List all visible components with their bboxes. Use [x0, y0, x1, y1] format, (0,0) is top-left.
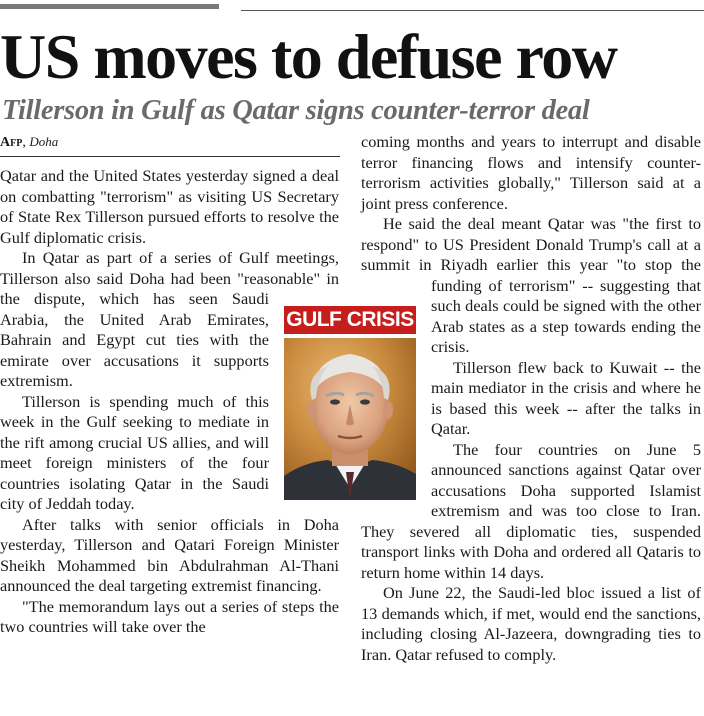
- paragraph-7: He said the deal meant Qatar was "the first to respond" to US President Donald Trump's call at a summit in Riyadh earlier this year "to stop the funding of terrorism" -- suggesting that such deals could be signed with the other Arab states as a step towards ending the crisis.: [361, 214, 701, 356]
- paragraph-3: Tillerson is spending much of this week in the Gulf seeking to mediate in the rift among crucial US allies, and will meet foreign ministers of the four countries isolating Qatar in the Saudi city of Jeddah today.: [0, 391, 269, 513]
- paragraph-6: coming months and years to interrupt and disable terror financing flows and intensify counter-terrorism activities globally," Tillerson said at a joint press conference.: [361, 132, 701, 213]
- top-rule-thick: [0, 4, 219, 9]
- byline-rule: [0, 156, 340, 157]
- paragraph-5: "The memorandum lays out a series of steps the two countries will take over the: [0, 596, 339, 636]
- byline-agency: Afp: [0, 135, 23, 150]
- paragraph-8: Tillerson flew back to Kuwait -- the main mediator in the crisis and where he is based this week -- after the talks in Qatar.: [431, 357, 701, 438]
- top-rule-thin: [241, 10, 704, 11]
- tillerson-photo: [284, 338, 416, 500]
- paragraph-2-text: In Qatar as part of a series of Gulf meetings, Tillerson also said Doha had been "reasonable" in the dispute, which has seen Saudi Arabia, the United Arab Emirates, Bahrain and Egypt cut ties with the emirate over accusations it supports extremism.: [0, 248, 339, 390]
- byline: Afp, Doha: [0, 134, 59, 150]
- gulf-crisis-badge: GULF CRISIS: [284, 306, 416, 334]
- paragraph-4: After talks with senior officials in Doha yesterday, Tillerson and Qatari Foreign Minister Sheikh Mohammed bin Abdulrahman Al-Thani announced the deal targeting extremist financing.: [0, 514, 339, 595]
- subheadline: Tillerson in Gulf as Qatar signs counter-terror deal: [2, 95, 590, 126]
- paragraph-9: The four countries on June 5 announced sanctions against Qatar over accusations Doha supported Islamist extremism and was too close to Iran. They severed all diplomatic ties, suspended transport links with Doha and ordered all Qataris to return home within 14 days.: [361, 439, 701, 582]
- paragraph-10: On June 22, the Saudi-led bloc issued a list of 13 demands which, if met, would end the sanctions, including closing Al-Jazeera, downgrading ties to Iran. Qatar refused to comply.: [361, 583, 701, 664]
- paragraph-1: Qatar and the United States yesterday signed a deal on combatting "terrorism" as visiting US Secretary of State Rex Tillerson pursued efforts to resolve the Gulf diplomatic crisis.: [0, 166, 339, 247]
- headline: US moves to defuse row: [0, 21, 617, 92]
- byline-dateline: Doha: [29, 134, 59, 149]
- portrait-illustration: [284, 338, 416, 500]
